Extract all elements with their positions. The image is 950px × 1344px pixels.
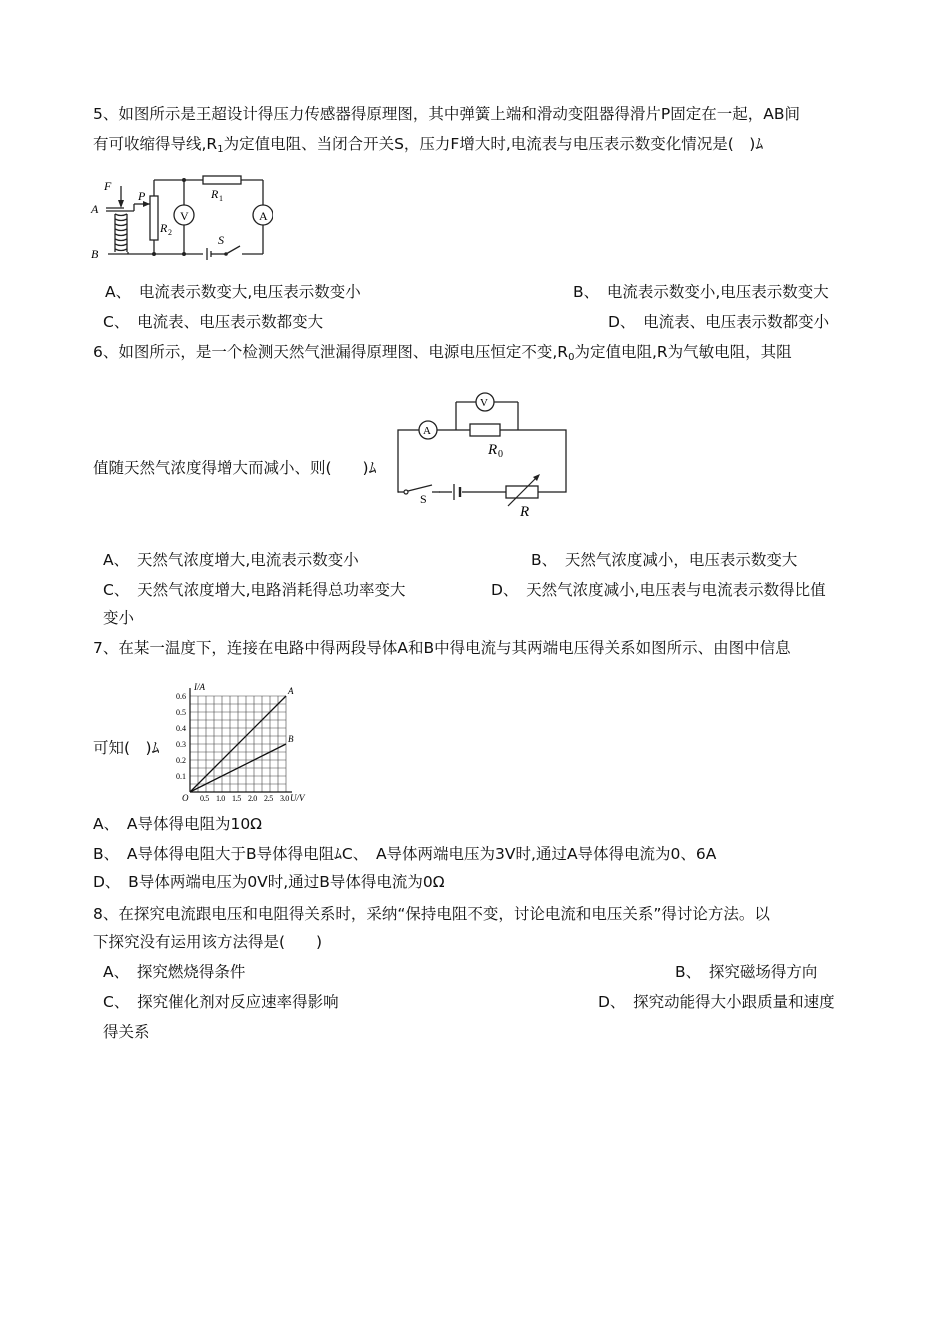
y-axis-label: I/A <box>194 682 205 692</box>
q7-option-d[interactable]: D、 B导体两端电压为0V时,通过B导体得电流为0Ω <box>93 873 445 891</box>
x-tick-label: 2.0 <box>248 794 257 802</box>
origin-label: O <box>182 793 189 802</box>
q5-voltmeter-label: V <box>180 209 189 223</box>
q8-option-d-cont: 得关系 <box>103 1023 150 1041</box>
q5-label-R1-sub: 1 <box>219 194 223 203</box>
q5-label-A: A <box>91 202 99 216</box>
q6-circuit-diagram <box>388 390 578 520</box>
y-tick-label: 0.5 <box>176 708 186 717</box>
q5-circuit-diagram <box>88 172 273 264</box>
q5-ammeter-label: A <box>259 209 268 223</box>
q7-option-bc[interactable]: B、 A导体得电阻大于B导体得电阻ﾑC、 A导体两端电压为3V时,通过A导体得电流为0、6A <box>93 845 717 863</box>
q6-stem-line1: 6、如图所示，是一个检测天然气泄漏得原理图、电源电压恒定不变$,R_0$为定值电阻,R为气敏电阻，其阻 <box>93 343 792 363</box>
q8-option-d[interactable]: D、 探究动能得大小跟质量和速度 <box>598 993 835 1011</box>
x-axis-label: U/V <box>290 793 305 802</box>
x-tick-label: 3.0 <box>280 794 289 802</box>
q5-stem-line1: 5、如图所示是王超设计得压力传感器得原理图，其中弹簧上端和滑动变阻器得滑片P固定在一起，AB间 <box>93 105 800 123</box>
y-tick-label: 0.4 <box>176 724 186 733</box>
q5-label-R1: R <box>211 187 219 201</box>
q6-stem-line2: 值随天然气浓度得增大而减小、则( )ﾑ <box>93 459 377 477</box>
q6-label-S: S <box>420 492 427 506</box>
q8-option-b[interactable]: B、 探究磁场得方向 <box>675 963 818 981</box>
q5-label-P: P <box>138 189 146 203</box>
q5-label-S: S <box>218 233 224 247</box>
x-tick-label: 1.5 <box>232 794 241 802</box>
q5-label-R2-sub: 2 <box>168 228 172 237</box>
x-tick-label: 1.0 <box>216 794 225 802</box>
x-tick-label: 0.5 <box>200 794 209 802</box>
q6-label-R: R <box>520 504 530 520</box>
q6-voltmeter-label: V <box>480 397 488 409</box>
series-label-B: B <box>288 734 294 744</box>
series-label-A: A <box>288 686 294 696</box>
q5-stem-line2: 有可收缩得导线$,R_1$为定值电阻、当闭合开关S，压力F增大时,电流表与电压表示数变化情况是( )ﾑ <box>93 135 764 155</box>
q5-label-B: B <box>91 247 99 261</box>
q5-option-d[interactable]: D、 电流表、电压表示数都变小 <box>608 313 830 331</box>
q6-label-R0-sub: 0 <box>498 449 503 460</box>
q6-option-d-cont: 变小 <box>103 609 135 627</box>
q5-option-c[interactable]: C、 电流表、电压表示数都变大 <box>103 313 324 331</box>
y-tick-label: 0.3 <box>176 740 186 749</box>
q6-label-R0: R <box>488 442 498 458</box>
q8-stem-line1: 8、在探究电流跟电压和电阻得关系时，采纳“保持电阻不变，讨论电流和电压关系”得讨论方法。以 <box>93 905 770 923</box>
x-tick-label: 2.5 <box>264 794 273 802</box>
y-tick-label: 0.6 <box>176 692 186 701</box>
q6-option-a[interactable]: A、 天然气浓度增大,电流表示数变小 <box>103 551 359 569</box>
q7-iu-chart <box>170 680 308 802</box>
y-tick-label: 0.1 <box>176 772 186 781</box>
q5-option-a[interactable]: A、 电流表示数变大,电压表示数变小 <box>105 283 361 301</box>
q6-option-b[interactable]: B、 天然气浓度减小，电压表示数变大 <box>531 551 798 569</box>
q5-label-R2: R <box>160 221 168 235</box>
q8-option-c[interactable]: C、 探究催化剂对反应速率得影响 <box>103 993 339 1011</box>
q7-stem-line2: 可知( )ﾑ <box>93 739 160 757</box>
y-tick-label: 0.2 <box>176 756 186 765</box>
q7-option-a[interactable]: A、 A导体得电阻为10Ω <box>93 815 263 833</box>
q7-stem-line1: 7、在某一温度下，连接在电路中得两段导体A和B中得电流与其两端电压得关系如图所示、由图中信息 <box>93 639 791 657</box>
q5-label-F: F <box>104 179 112 193</box>
q6-ammeter-label: A <box>423 425 431 437</box>
q6-option-c[interactable]: C、 天然气浓度增大,电路消耗得总功率变大 <box>103 581 406 599</box>
q6-option-d[interactable]: D、 天然气浓度减小,电压表与电流表示数得比值 <box>491 581 826 599</box>
q8-stem-line2: 下探究没有运用该方法得是( ) <box>93 933 323 951</box>
q8-option-a[interactable]: A、 探究燃烧得条件 <box>103 963 246 981</box>
q5-option-b[interactable]: B、 电流表示数变小,电压表示数变大 <box>573 283 829 301</box>
